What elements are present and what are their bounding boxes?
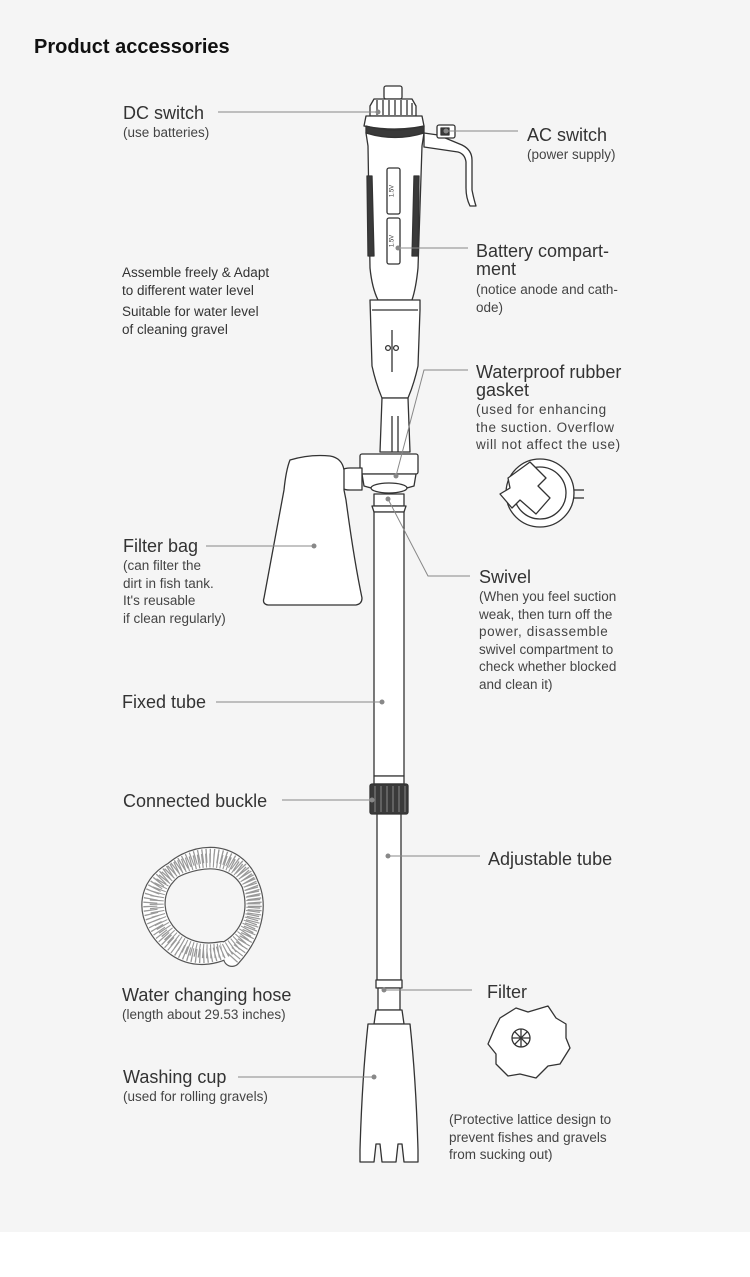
dc-switch-note: (use batteries)	[123, 125, 210, 140]
ac-hook	[424, 133, 476, 206]
washing-cup-title: Washing cup	[123, 1067, 227, 1087]
connected-buckle	[370, 784, 408, 814]
ac-switch-title: AC switch	[527, 125, 608, 145]
page-title: Product accessories	[34, 36, 230, 58]
buckle-title: Connected buckle	[123, 791, 268, 811]
fixed-tube	[374, 512, 404, 776]
assemble-note: Assemble freely & Adapt to different water level Suitable for water level of cleaning gravel	[122, 265, 270, 337]
gasket-title: Waterproof rubber gasket	[476, 362, 622, 400]
gasket-note: (used for enhancing the suction. Overflow will not affect the use)	[476, 402, 621, 452]
battery-cell-label-2: 1.5V	[389, 234, 396, 248]
filter-bag-title: Filter bag	[123, 536, 199, 556]
hose	[150, 856, 254, 958]
filter-bag-note: (can filter the dirt in fish tank. It's reusable if clean regularly)	[123, 558, 226, 626]
gasket-ring	[360, 454, 418, 474]
ac-switch-note: (power supply)	[527, 147, 616, 162]
swivel-title: Swivel	[479, 567, 532, 587]
hose-note: (length about 29.53 inches)	[122, 1007, 286, 1022]
fixed-tube-title: Fixed tube	[122, 692, 207, 712]
filter-detail	[488, 1006, 570, 1078]
swivel-note: (When you feel suction weak, then turn off the power, disassemble swivel compartment to check whether blocked and clean it)	[479, 589, 617, 692]
right-grip	[412, 176, 419, 256]
battery-title: Battery compart- ment	[476, 241, 610, 279]
dc-switch-title: DC switch	[123, 103, 205, 123]
filter-cap	[376, 980, 402, 988]
battery-cell-label-1: 1.5V	[389, 184, 396, 198]
adjustable-tube-title: Adjustable tube	[488, 849, 613, 869]
left-grip	[367, 176, 374, 256]
filter-title: Filter	[487, 982, 527, 1002]
filter-note: (Protective lattice design to prevent fishes and gravels from sucking out)	[449, 1112, 612, 1162]
battery-note: (notice anode and cath- ode)	[476, 282, 618, 315]
hose-title: Water changing hose	[122, 985, 292, 1005]
adjustable-tube	[377, 814, 401, 980]
gasket-detail	[500, 459, 584, 527]
washing-cup-note: (used for rolling gravels)	[123, 1089, 268, 1104]
washing-cup	[360, 1024, 418, 1162]
